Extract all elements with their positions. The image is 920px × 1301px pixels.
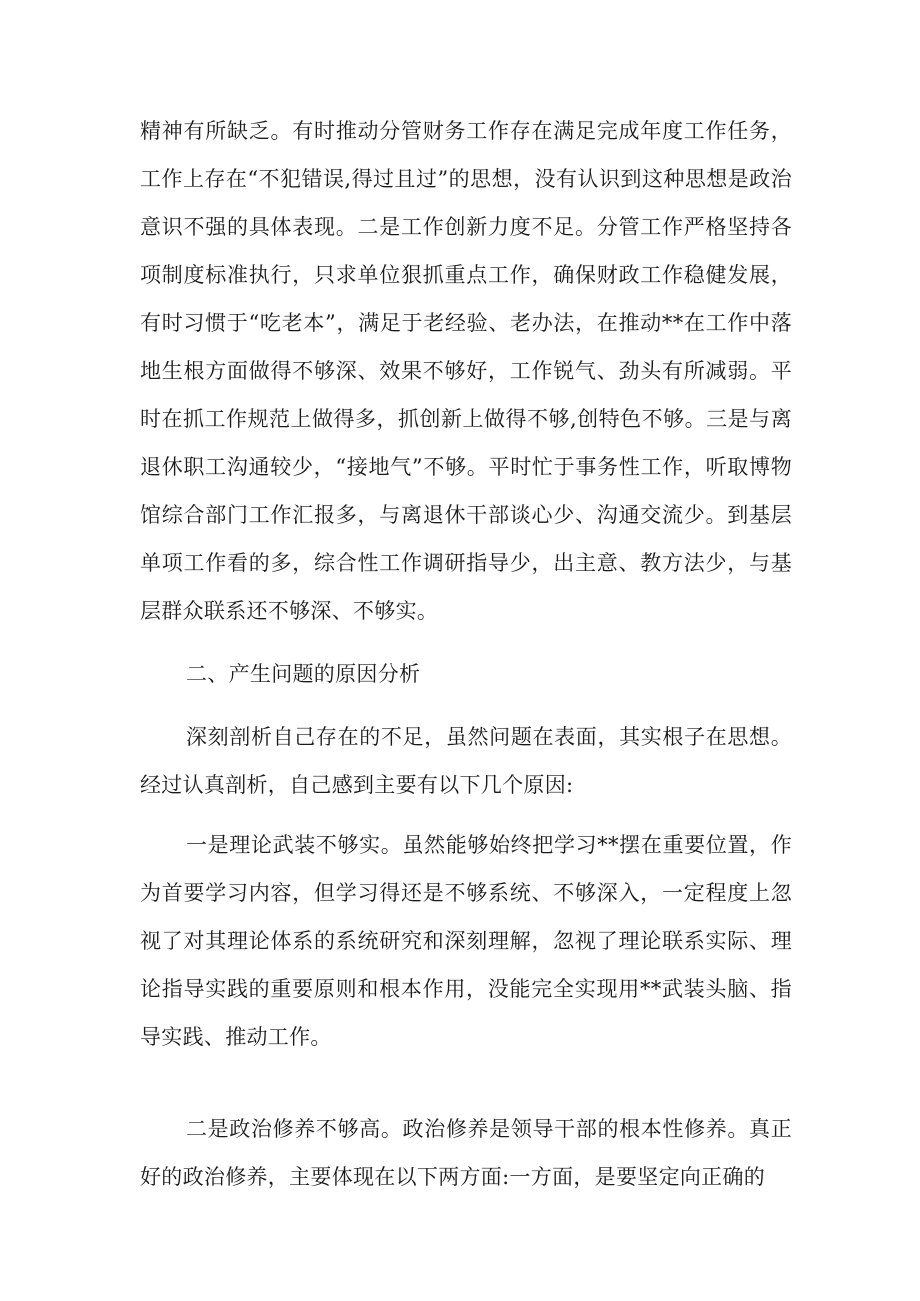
continued-paragraph-block	[140, 107, 792, 635]
intro-paragraph: 深刻剖析自己存在的不足，虽然问题在表面，其实根子在思想。经过认真剖析，自己感到主要有以下几个原因:	[140, 725, 792, 797]
reason-two-paragraph-block	[140, 1105, 792, 1201]
section-heading: 二、产生问题的原因分析	[186, 662, 421, 686]
reason-one-paragraph-block	[140, 821, 792, 1061]
continued-paragraph: 精神有所缺乏。有时推动分管财务工作存在满足完成年度工作任务，工作上存在“不犯错误,得过且过”的思想，没有认识到这种思想是政治意识不强的具体表现。二是工作创新力度不足。分管工作严格坚持各项制度标准执行，只求单位狠抓重点工作，确保财政工作稳健发展，有时习惯于“吃老本”，满足于老经验、老办法，在推动**在工作中落地生根方面做得不够深、效果不够好，工作锐气、劲头有所减弱。平时在抓工作规范上做得多，抓创新上做得不够,创特色不够。三是与离退休职工沟通较少，“接地气”不够。平时忙于事务性工作，听取博物馆综合部门工作汇报多，与离退休干部谈心少、沟通交流少。到基层单项工作看的多，综合性工作调研指导少，出主意、教方法少，与基层群众联系还不够深、不够实。	[140, 119, 792, 623]
reason-one-paragraph: 一是理论武装不够实。虽然能够始终把学习**摆在重要位置，作为首要学习内容，但学习得还是不够系统、不够深入，一定程度上忽视了对其理论体系的系统研究和深刻理解，忽视了理论联系实际、理论指导实践的重要原则和根本作用，没能完全实现用**武装头脑、指导实践、推动工作。	[140, 833, 792, 1049]
section-heading-block	[140, 650, 792, 698]
intro-paragraph-block	[140, 713, 792, 809]
reason-two-paragraph: 二是政治修养不够高。政治修养是领导干部的根本性修养。真正好的政治修养，主要体现在以下两方面:一方面，是要坚定向正确的	[140, 1117, 792, 1189]
